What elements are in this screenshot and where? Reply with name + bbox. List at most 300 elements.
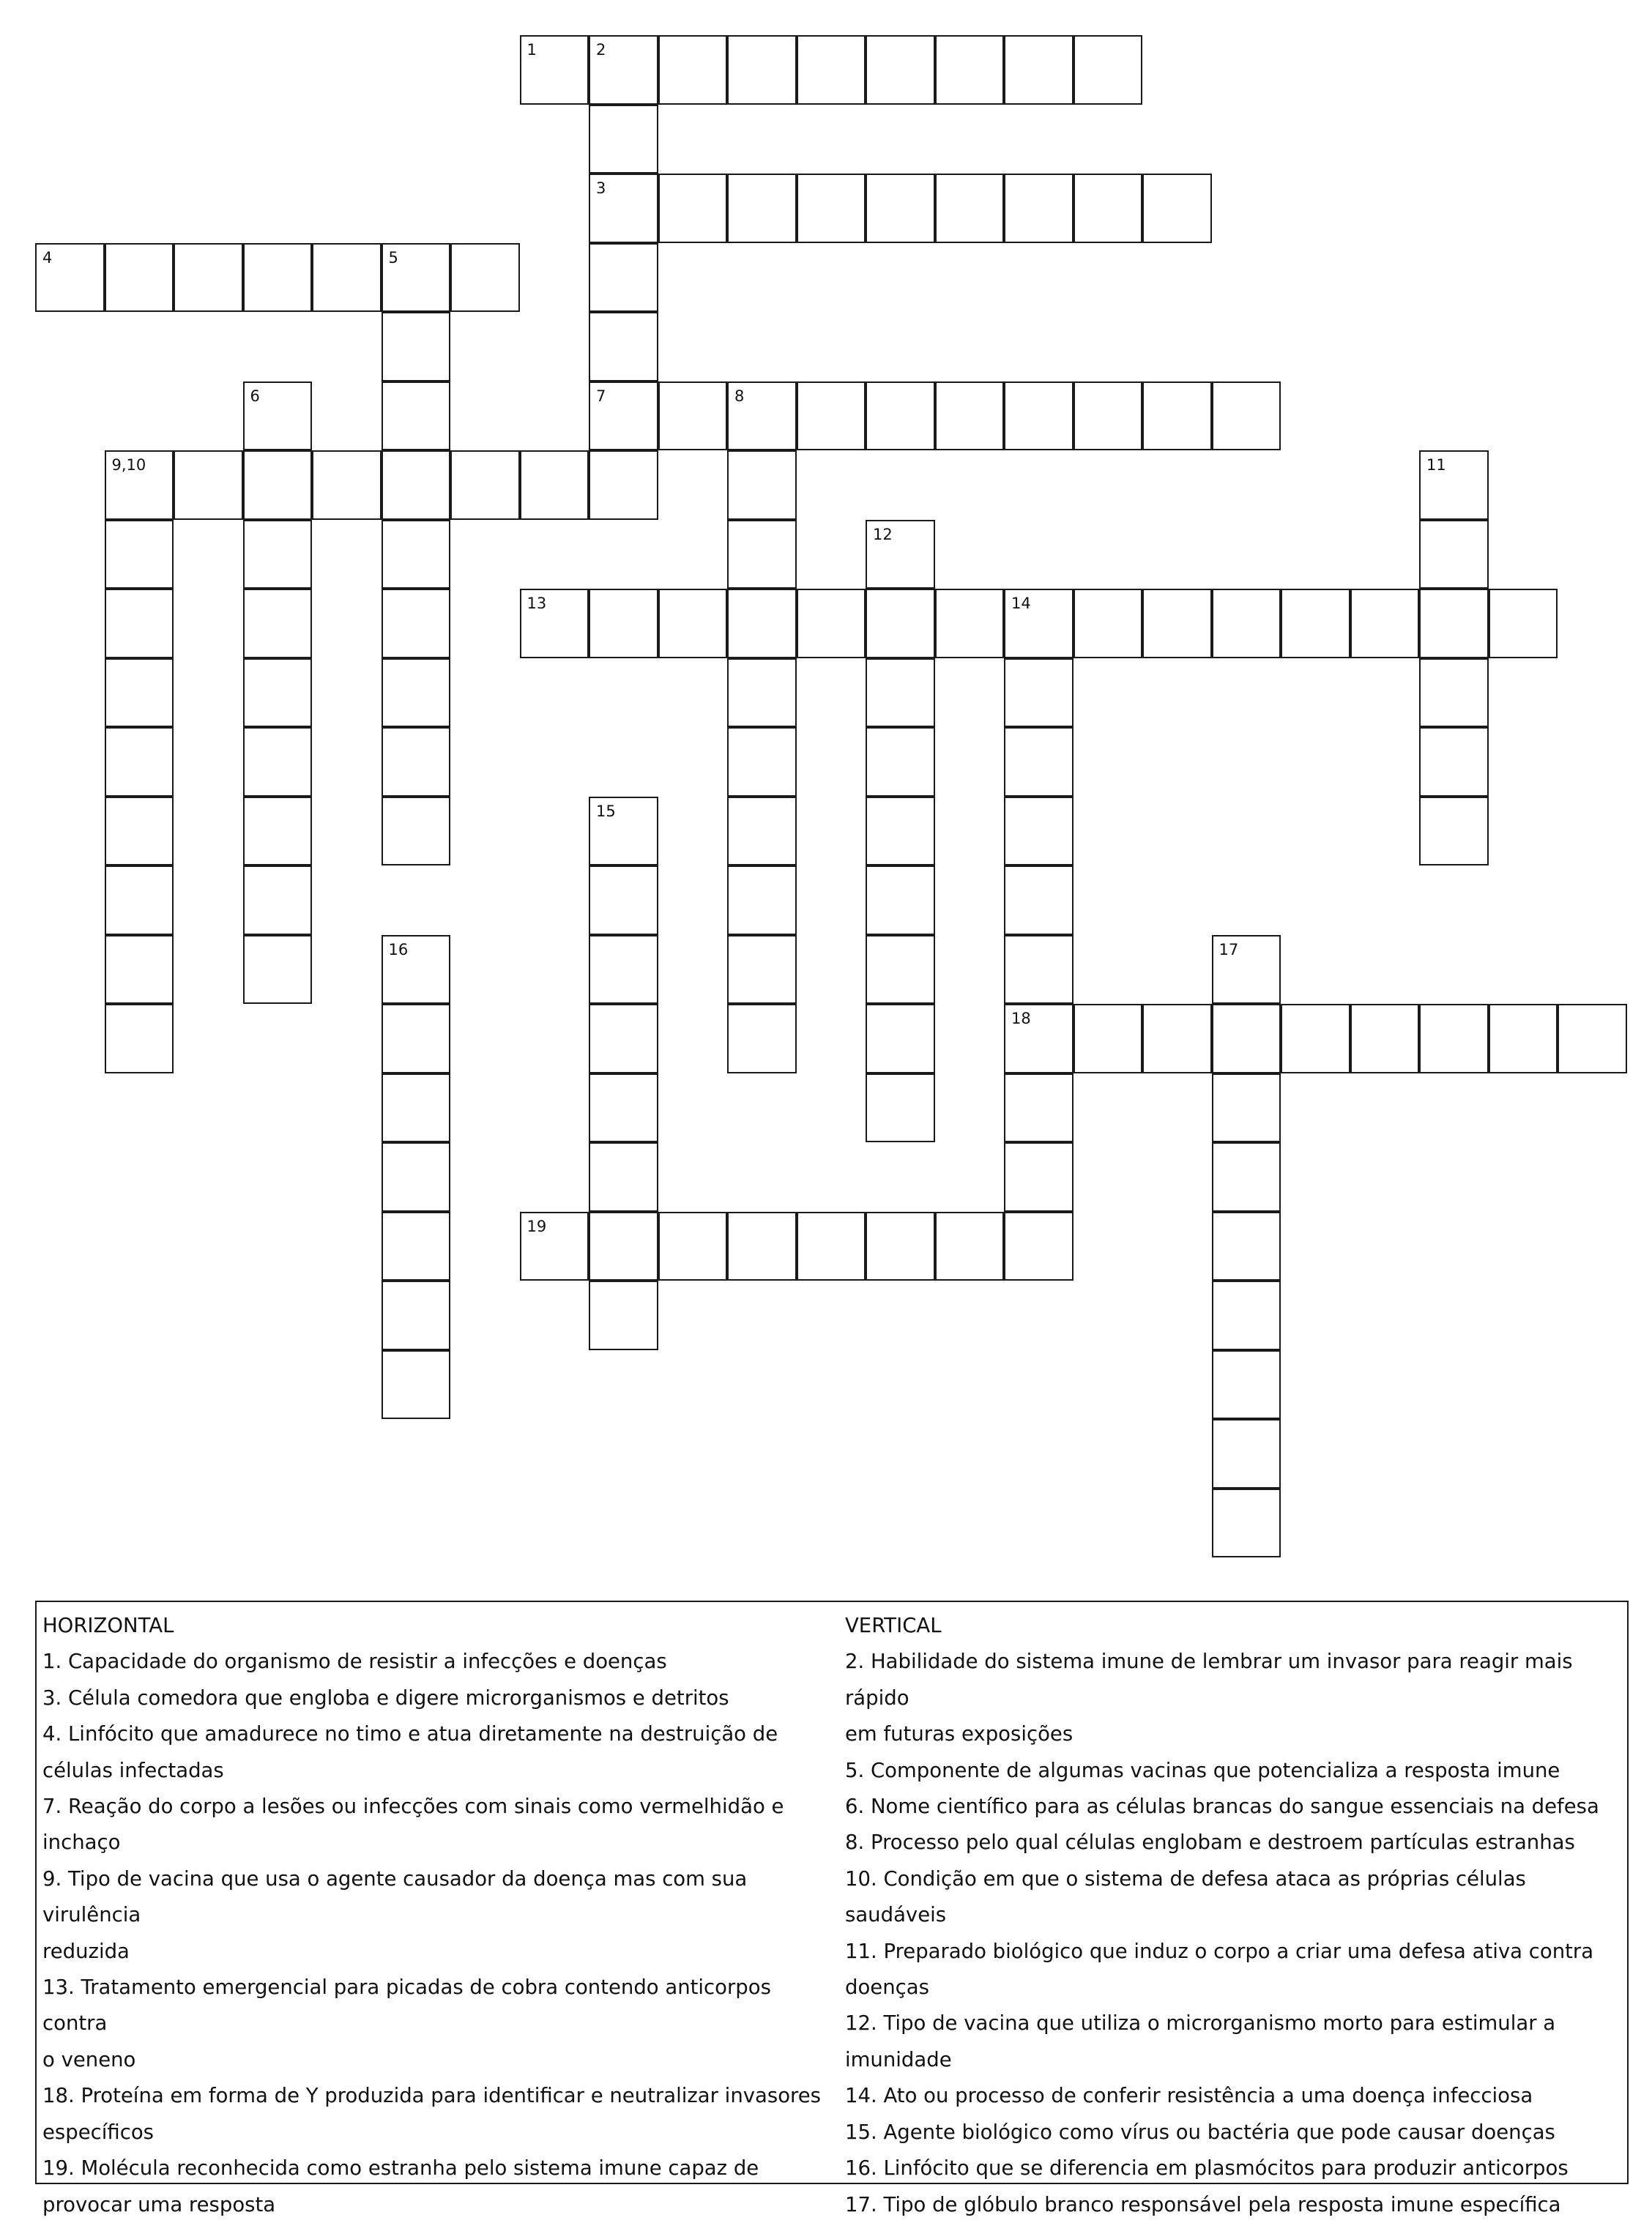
crossword-cell[interactable] xyxy=(243,797,313,866)
crossword-cell[interactable] xyxy=(1074,381,1143,451)
crossword-cell-input[interactable] xyxy=(867,521,934,588)
crossword-cell[interactable] xyxy=(797,35,866,105)
crossword-cell-input[interactable] xyxy=(1005,1213,1072,1280)
crossword-cell-input[interactable] xyxy=(106,452,173,518)
crossword-cell[interactable] xyxy=(797,381,866,451)
crossword-cell[interactable] xyxy=(1281,1004,1350,1073)
crossword-cell-input[interactable] xyxy=(729,452,795,518)
crossword-cell-input[interactable] xyxy=(798,37,865,103)
crossword-cell-input[interactable] xyxy=(798,175,865,242)
crossword-cell-input[interactable] xyxy=(867,1075,934,1142)
crossword-cell[interactable] xyxy=(1489,589,1558,658)
crossword-cell-input[interactable] xyxy=(590,313,657,380)
crossword-cell-input[interactable] xyxy=(798,383,865,450)
crossword-cell[interactable] xyxy=(1558,1004,1627,1073)
crossword-cell-input[interactable] xyxy=(867,590,934,657)
crossword-cell[interactable] xyxy=(1074,589,1143,658)
crossword-cell-input[interactable] xyxy=(1005,1144,1072,1210)
crossword-cell-input[interactable] xyxy=(313,245,380,311)
crossword-cell-input[interactable] xyxy=(1352,1005,1418,1072)
crossword-cell[interactable] xyxy=(1419,797,1489,866)
crossword-cell[interactable] xyxy=(1142,174,1212,243)
crossword-cell[interactable] xyxy=(382,797,451,866)
crossword-cell-input[interactable] xyxy=(521,1213,588,1280)
crossword-cell-input[interactable] xyxy=(521,590,588,657)
crossword-cell[interactable] xyxy=(727,658,797,728)
crossword-cell[interactable] xyxy=(1004,658,1074,728)
crossword-cell-input[interactable] xyxy=(798,590,865,657)
crossword-cell[interactable] xyxy=(382,1142,451,1212)
crossword-cell-input[interactable] xyxy=(867,729,934,795)
crossword-cell[interactable] xyxy=(174,450,243,520)
crossword-cell-input[interactable] xyxy=(106,729,173,795)
crossword-cell-input[interactable] xyxy=(452,245,518,311)
crossword-cell[interactable] xyxy=(1004,381,1074,451)
crossword-cell-input[interactable] xyxy=(245,937,311,1003)
crossword-cell-input[interactable] xyxy=(590,175,657,242)
crossword-cell[interactable] xyxy=(105,450,174,520)
crossword-cell[interactable] xyxy=(1004,1073,1074,1143)
crossword-cell-input[interactable] xyxy=(245,867,311,934)
crossword-cell-input[interactable] xyxy=(1421,521,1487,588)
crossword-cell[interactable] xyxy=(520,450,589,520)
crossword-cell[interactable] xyxy=(1004,865,1074,935)
crossword-cell[interactable] xyxy=(797,174,866,243)
crossword-cell-input[interactable] xyxy=(729,175,795,242)
crossword-cell-input[interactable] xyxy=(383,1005,450,1072)
crossword-cell-input[interactable] xyxy=(729,590,795,657)
crossword-cell-input[interactable] xyxy=(175,245,242,311)
crossword-cell[interactable] xyxy=(866,1212,935,1281)
crossword-cell[interactable] xyxy=(1074,1004,1143,1073)
crossword-cell-input[interactable] xyxy=(1490,590,1557,657)
crossword-cell-input[interactable] xyxy=(729,729,795,795)
crossword-cell-input[interactable] xyxy=(1421,1005,1487,1072)
crossword-cell[interactable] xyxy=(1004,1212,1074,1281)
crossword-cell-input[interactable] xyxy=(106,867,173,934)
crossword-cell[interactable] xyxy=(727,1004,797,1073)
crossword-cell-input[interactable] xyxy=(383,1213,450,1280)
crossword-cell-input[interactable] xyxy=(590,106,657,173)
crossword-cell[interactable] xyxy=(382,381,451,451)
crossword-cell[interactable] xyxy=(1212,1142,1281,1212)
crossword-cell-input[interactable] xyxy=(1075,37,1142,103)
crossword-cell-input[interactable] xyxy=(245,521,311,588)
crossword-cell[interactable] xyxy=(382,1073,451,1143)
crossword-cell-input[interactable] xyxy=(660,175,726,242)
crossword-cell[interactable] xyxy=(1074,35,1143,105)
crossword-cell-input[interactable] xyxy=(521,37,588,103)
crossword-cell-input[interactable] xyxy=(383,383,450,450)
crossword-cell-input[interactable] xyxy=(937,1213,1003,1280)
crossword-cell[interactable] xyxy=(727,935,797,1005)
crossword-cell[interactable] xyxy=(105,865,174,935)
crossword-cell-input[interactable] xyxy=(867,37,934,103)
crossword-cell-input[interactable] xyxy=(1075,383,1142,450)
crossword-cell[interactable] xyxy=(1350,1004,1420,1073)
crossword-cell-input[interactable] xyxy=(729,383,795,450)
crossword-cell[interactable] xyxy=(589,589,658,658)
crossword-cell-input[interactable] xyxy=(867,383,934,450)
crossword-cell-input[interactable] xyxy=(383,660,450,726)
crossword-cell[interactable] xyxy=(1212,935,1281,1005)
crossword-cell-input[interactable] xyxy=(867,660,934,726)
crossword-cell[interactable] xyxy=(105,243,174,313)
crossword-cell-input[interactable] xyxy=(660,383,726,450)
crossword-cell-input[interactable] xyxy=(245,660,311,726)
crossword-cell[interactable] xyxy=(1004,935,1074,1005)
crossword-cell-input[interactable] xyxy=(383,521,450,588)
crossword-cell-input[interactable] xyxy=(1075,175,1142,242)
crossword-cell-input[interactable] xyxy=(729,867,795,934)
crossword-cell[interactable] xyxy=(1004,1142,1074,1212)
crossword-cell-input[interactable] xyxy=(106,521,173,588)
crossword-cell-input[interactable] xyxy=(867,798,934,865)
crossword-cell[interactable] xyxy=(658,1212,728,1281)
crossword-cell[interactable] xyxy=(1212,1073,1281,1143)
crossword-cell-input[interactable] xyxy=(313,452,380,518)
crossword-cell-input[interactable] xyxy=(937,37,1003,103)
crossword-cell[interactable] xyxy=(658,381,728,451)
crossword-cell[interactable] xyxy=(1074,174,1143,243)
crossword-cell[interactable] xyxy=(382,1004,451,1073)
crossword-cell-input[interactable] xyxy=(1213,937,1280,1003)
crossword-cell-input[interactable] xyxy=(1490,1005,1557,1072)
crossword-cell-input[interactable] xyxy=(1213,1005,1280,1072)
crossword-cell-input[interactable] xyxy=(729,1005,795,1072)
crossword-cell[interactable] xyxy=(935,381,1005,451)
crossword-cell[interactable] xyxy=(866,589,935,658)
crossword-cell[interactable] xyxy=(382,520,451,589)
crossword-cell-input[interactable] xyxy=(1075,1005,1142,1072)
crossword-cell[interactable] xyxy=(105,935,174,1005)
crossword-cell[interactable] xyxy=(243,935,313,1005)
crossword-cell-input[interactable] xyxy=(660,1213,726,1280)
crossword-cell[interactable] xyxy=(382,312,451,381)
crossword-cell-input[interactable] xyxy=(1075,590,1142,657)
crossword-cell[interactable] xyxy=(382,658,451,728)
crossword-cell-input[interactable] xyxy=(937,590,1003,657)
crossword-cell[interactable] xyxy=(105,1004,174,1073)
crossword-cell[interactable] xyxy=(1212,1489,1281,1558)
crossword-cell[interactable] xyxy=(243,381,313,451)
crossword-cell-input[interactable] xyxy=(660,590,726,657)
crossword-cell-input[interactable] xyxy=(1421,729,1487,795)
crossword-cell[interactable] xyxy=(589,105,658,174)
crossword-cell-input[interactable] xyxy=(175,452,242,518)
crossword-cell-input[interactable] xyxy=(1559,1005,1626,1072)
crossword-cell[interactable] xyxy=(658,589,728,658)
crossword-cell[interactable] xyxy=(1212,1419,1281,1489)
crossword-cell[interactable] xyxy=(105,727,174,797)
crossword-cell[interactable] xyxy=(1004,727,1074,797)
crossword-cell[interactable] xyxy=(243,658,313,728)
crossword-cell-input[interactable] xyxy=(1213,1420,1280,1487)
crossword-cell[interactable] xyxy=(105,589,174,658)
crossword-cell-input[interactable] xyxy=(1421,452,1487,518)
crossword-cell-input[interactable] xyxy=(106,590,173,657)
crossword-cell[interactable] xyxy=(589,243,658,313)
crossword-cell-input[interactable] xyxy=(729,37,795,103)
crossword-cell[interactable] xyxy=(589,935,658,1005)
crossword-cell-input[interactable] xyxy=(383,729,450,795)
crossword-cell[interactable] xyxy=(1350,589,1420,658)
crossword-cell[interactable] xyxy=(658,35,728,105)
crossword-cell[interactable] xyxy=(727,589,797,658)
crossword-cell[interactable] xyxy=(382,1281,451,1350)
crossword-cell[interactable] xyxy=(935,35,1005,105)
crossword-cell[interactable] xyxy=(1004,1004,1074,1073)
crossword-cell[interactable] xyxy=(1419,520,1489,589)
crossword-cell[interactable] xyxy=(589,174,658,243)
crossword-cell[interactable] xyxy=(866,727,935,797)
crossword-cell[interactable] xyxy=(243,589,313,658)
crossword-cell[interactable] xyxy=(1142,381,1212,451)
crossword-cell-input[interactable] xyxy=(245,729,311,795)
crossword-cell-input[interactable] xyxy=(867,175,934,242)
crossword-cell[interactable] xyxy=(589,1004,658,1073)
crossword-cell-input[interactable] xyxy=(383,313,450,380)
crossword-cell-input[interactable] xyxy=(1005,937,1072,1003)
crossword-cell[interactable] xyxy=(589,1212,658,1281)
crossword-cell[interactable] xyxy=(382,243,451,313)
crossword-cell[interactable] xyxy=(1212,1281,1281,1350)
crossword-cell-input[interactable] xyxy=(383,245,450,311)
crossword-cell-input[interactable] xyxy=(383,1352,450,1418)
crossword-cell[interactable] xyxy=(866,658,935,728)
crossword-cell-input[interactable] xyxy=(1005,590,1072,657)
crossword-cell-input[interactable] xyxy=(245,798,311,865)
crossword-cell-input[interactable] xyxy=(383,1075,450,1142)
crossword-cell[interactable] xyxy=(312,450,382,520)
crossword-cell-input[interactable] xyxy=(590,1144,657,1210)
crossword-cell-input[interactable] xyxy=(1352,590,1418,657)
crossword-cell[interactable] xyxy=(105,658,174,728)
crossword-cell[interactable] xyxy=(1004,35,1074,105)
crossword-cell[interactable] xyxy=(1419,1004,1489,1073)
crossword-cell-input[interactable] xyxy=(383,1144,450,1210)
crossword-cell[interactable] xyxy=(105,797,174,866)
crossword-cell-input[interactable] xyxy=(1213,1282,1280,1349)
crossword-cell-input[interactable] xyxy=(1005,37,1072,103)
crossword-cell-input[interactable] xyxy=(521,452,588,518)
crossword-cell-input[interactable] xyxy=(383,452,450,518)
crossword-cell-input[interactable] xyxy=(1144,1005,1210,1072)
crossword-cell-input[interactable] xyxy=(1421,798,1487,865)
crossword-cell[interactable] xyxy=(1212,1212,1281,1281)
crossword-cell-input[interactable] xyxy=(590,1282,657,1349)
crossword-cell[interactable] xyxy=(1281,589,1350,658)
crossword-cell[interactable] xyxy=(243,450,313,520)
crossword-cell[interactable] xyxy=(866,174,935,243)
crossword-cell[interactable] xyxy=(727,174,797,243)
crossword-cell-input[interactable] xyxy=(245,590,311,657)
crossword-cell-input[interactable] xyxy=(245,245,311,311)
crossword-cell[interactable] xyxy=(1212,1004,1281,1073)
crossword-cell[interactable] xyxy=(1142,1004,1212,1073)
crossword-cell[interactable] xyxy=(866,520,935,589)
crossword-cell[interactable] xyxy=(520,35,589,105)
crossword-cell-input[interactable] xyxy=(590,1213,657,1280)
crossword-cell[interactable] xyxy=(382,1212,451,1281)
crossword-cell[interactable] xyxy=(105,520,174,589)
crossword-cell[interactable] xyxy=(1212,589,1281,658)
crossword-cell-input[interactable] xyxy=(383,590,450,657)
crossword-cell[interactable] xyxy=(935,174,1005,243)
crossword-cell[interactable] xyxy=(1419,727,1489,797)
crossword-cell-input[interactable] xyxy=(1421,660,1487,726)
crossword-cell-input[interactable] xyxy=(1005,383,1072,450)
crossword-cell[interactable] xyxy=(243,865,313,935)
crossword-cell-input[interactable] xyxy=(1005,175,1072,242)
crossword-cell-input[interactable] xyxy=(452,452,518,518)
crossword-cell-input[interactable] xyxy=(1421,590,1487,657)
crossword-cell[interactable] xyxy=(589,1073,658,1143)
crossword-cell[interactable] xyxy=(866,935,935,1005)
crossword-cell-input[interactable] xyxy=(1144,175,1210,242)
crossword-cell[interactable] xyxy=(727,520,797,589)
crossword-cell-input[interactable] xyxy=(245,383,311,450)
crossword-cell[interactable] xyxy=(382,1350,451,1420)
crossword-cell-input[interactable] xyxy=(729,660,795,726)
crossword-cell-input[interactable] xyxy=(383,937,450,1003)
crossword-cell[interactable] xyxy=(520,1212,589,1281)
crossword-cell-input[interactable] xyxy=(590,867,657,934)
crossword-cell-input[interactable] xyxy=(867,1005,934,1072)
crossword-cell[interactable] xyxy=(866,865,935,935)
crossword-cell[interactable] xyxy=(589,35,658,105)
crossword-cell[interactable] xyxy=(35,243,105,313)
crossword-cell[interactable] xyxy=(382,727,451,797)
crossword-cell-input[interactable] xyxy=(729,937,795,1003)
crossword-cell-input[interactable] xyxy=(245,452,311,518)
crossword-cell[interactable] xyxy=(382,935,451,1005)
crossword-cell-input[interactable] xyxy=(1282,1005,1349,1072)
crossword-cell-input[interactable] xyxy=(867,1213,934,1280)
crossword-cell[interactable] xyxy=(797,1212,866,1281)
crossword-cell[interactable] xyxy=(1004,589,1074,658)
crossword-cell[interactable] xyxy=(727,865,797,935)
crossword-cell[interactable] xyxy=(312,243,382,313)
crossword-cell-input[interactable] xyxy=(590,245,657,311)
crossword-cell-input[interactable] xyxy=(383,798,450,865)
crossword-cell-input[interactable] xyxy=(1005,798,1072,865)
crossword-cell[interactable] xyxy=(589,381,658,451)
crossword-cell[interactable] xyxy=(866,1004,935,1073)
crossword-cell-input[interactable] xyxy=(590,798,657,865)
crossword-cell[interactable] xyxy=(1419,658,1489,728)
crossword-cell-input[interactable] xyxy=(1213,1352,1280,1418)
crossword-cell[interactable] xyxy=(1004,174,1074,243)
crossword-cell-input[interactable] xyxy=(1144,383,1210,450)
crossword-cell-input[interactable] xyxy=(106,245,173,311)
crossword-cell-input[interactable] xyxy=(1005,1005,1072,1072)
crossword-cell[interactable] xyxy=(589,450,658,520)
crossword-cell[interactable] xyxy=(1419,589,1489,658)
crossword-cell[interactable] xyxy=(727,450,797,520)
crossword-cell-input[interactable] xyxy=(1213,383,1280,450)
crossword-cell[interactable] xyxy=(589,1281,658,1350)
crossword-cell-input[interactable] xyxy=(37,245,103,311)
crossword-cell[interactable] xyxy=(1212,1350,1281,1420)
crossword-cell[interactable] xyxy=(866,381,935,451)
crossword-cell-input[interactable] xyxy=(1213,1144,1280,1210)
crossword-cell-input[interactable] xyxy=(1213,1490,1280,1557)
crossword-cell[interactable] xyxy=(1489,1004,1558,1073)
crossword-cell-input[interactable] xyxy=(1213,1075,1280,1142)
crossword-cell-input[interactable] xyxy=(106,937,173,1003)
crossword-cell[interactable] xyxy=(1212,381,1281,451)
crossword-cell-input[interactable] xyxy=(590,937,657,1003)
crossword-cell[interactable] xyxy=(1419,450,1489,520)
crossword-cell[interactable] xyxy=(589,312,658,381)
crossword-cell[interactable] xyxy=(866,1073,935,1143)
crossword-cell-input[interactable] xyxy=(1005,729,1072,795)
crossword-cell-input[interactable] xyxy=(590,590,657,657)
crossword-cell-input[interactable] xyxy=(1005,1075,1072,1142)
crossword-cell-input[interactable] xyxy=(590,1075,657,1142)
crossword-cell-input[interactable] xyxy=(798,1213,865,1280)
crossword-cell-input[interactable] xyxy=(106,660,173,726)
crossword-cell[interactable] xyxy=(935,589,1005,658)
crossword-cell[interactable] xyxy=(589,797,658,866)
crossword-cell[interactable] xyxy=(589,865,658,935)
crossword-cell[interactable] xyxy=(243,727,313,797)
crossword-cell[interactable] xyxy=(935,1212,1005,1281)
crossword-cell-input[interactable] xyxy=(937,175,1003,242)
crossword-cell-input[interactable] xyxy=(729,798,795,865)
crossword-cell[interactable] xyxy=(727,381,797,451)
crossword-cell[interactable] xyxy=(382,589,451,658)
crossword-cell-input[interactable] xyxy=(937,383,1003,450)
crossword-cell[interactable] xyxy=(450,243,520,313)
crossword-cell[interactable] xyxy=(589,1142,658,1212)
crossword-cell[interactable] xyxy=(382,450,451,520)
crossword-cell[interactable] xyxy=(727,797,797,866)
crossword-cell-input[interactable] xyxy=(383,1282,450,1349)
crossword-cell-input[interactable] xyxy=(1213,1213,1280,1280)
crossword-cell-input[interactable] xyxy=(1144,590,1210,657)
crossword-cell-input[interactable] xyxy=(867,867,934,934)
crossword-cell-input[interactable] xyxy=(590,383,657,450)
crossword-cell-input[interactable] xyxy=(729,521,795,588)
crossword-cell-input[interactable] xyxy=(590,37,657,103)
crossword-cell-input[interactable] xyxy=(1005,867,1072,934)
crossword-cell[interactable] xyxy=(797,589,866,658)
crossword-cell[interactable] xyxy=(520,589,589,658)
crossword-cell-input[interactable] xyxy=(106,798,173,865)
crossword-cell[interactable] xyxy=(658,174,728,243)
crossword-cell[interactable] xyxy=(1142,589,1212,658)
crossword-cell-input[interactable] xyxy=(590,452,657,518)
crossword-cell-input[interactable] xyxy=(590,1005,657,1072)
crossword-cell[interactable] xyxy=(243,243,313,313)
crossword-cell[interactable] xyxy=(727,35,797,105)
crossword-cell-input[interactable] xyxy=(106,1005,173,1072)
crossword-cell[interactable] xyxy=(866,35,935,105)
crossword-cell[interactable] xyxy=(174,243,243,313)
crossword-cell-input[interactable] xyxy=(1213,590,1280,657)
crossword-cell[interactable] xyxy=(243,520,313,589)
crossword-cell-input[interactable] xyxy=(1282,590,1349,657)
crossword-cell[interactable] xyxy=(727,1212,797,1281)
crossword-cell-input[interactable] xyxy=(729,1213,795,1280)
crossword-cell[interactable] xyxy=(866,797,935,866)
crossword-cell-input[interactable] xyxy=(660,37,726,103)
crossword-cell[interactable] xyxy=(727,727,797,797)
crossword-cell[interactable] xyxy=(1004,797,1074,866)
crossword-cell-input[interactable] xyxy=(1005,660,1072,726)
